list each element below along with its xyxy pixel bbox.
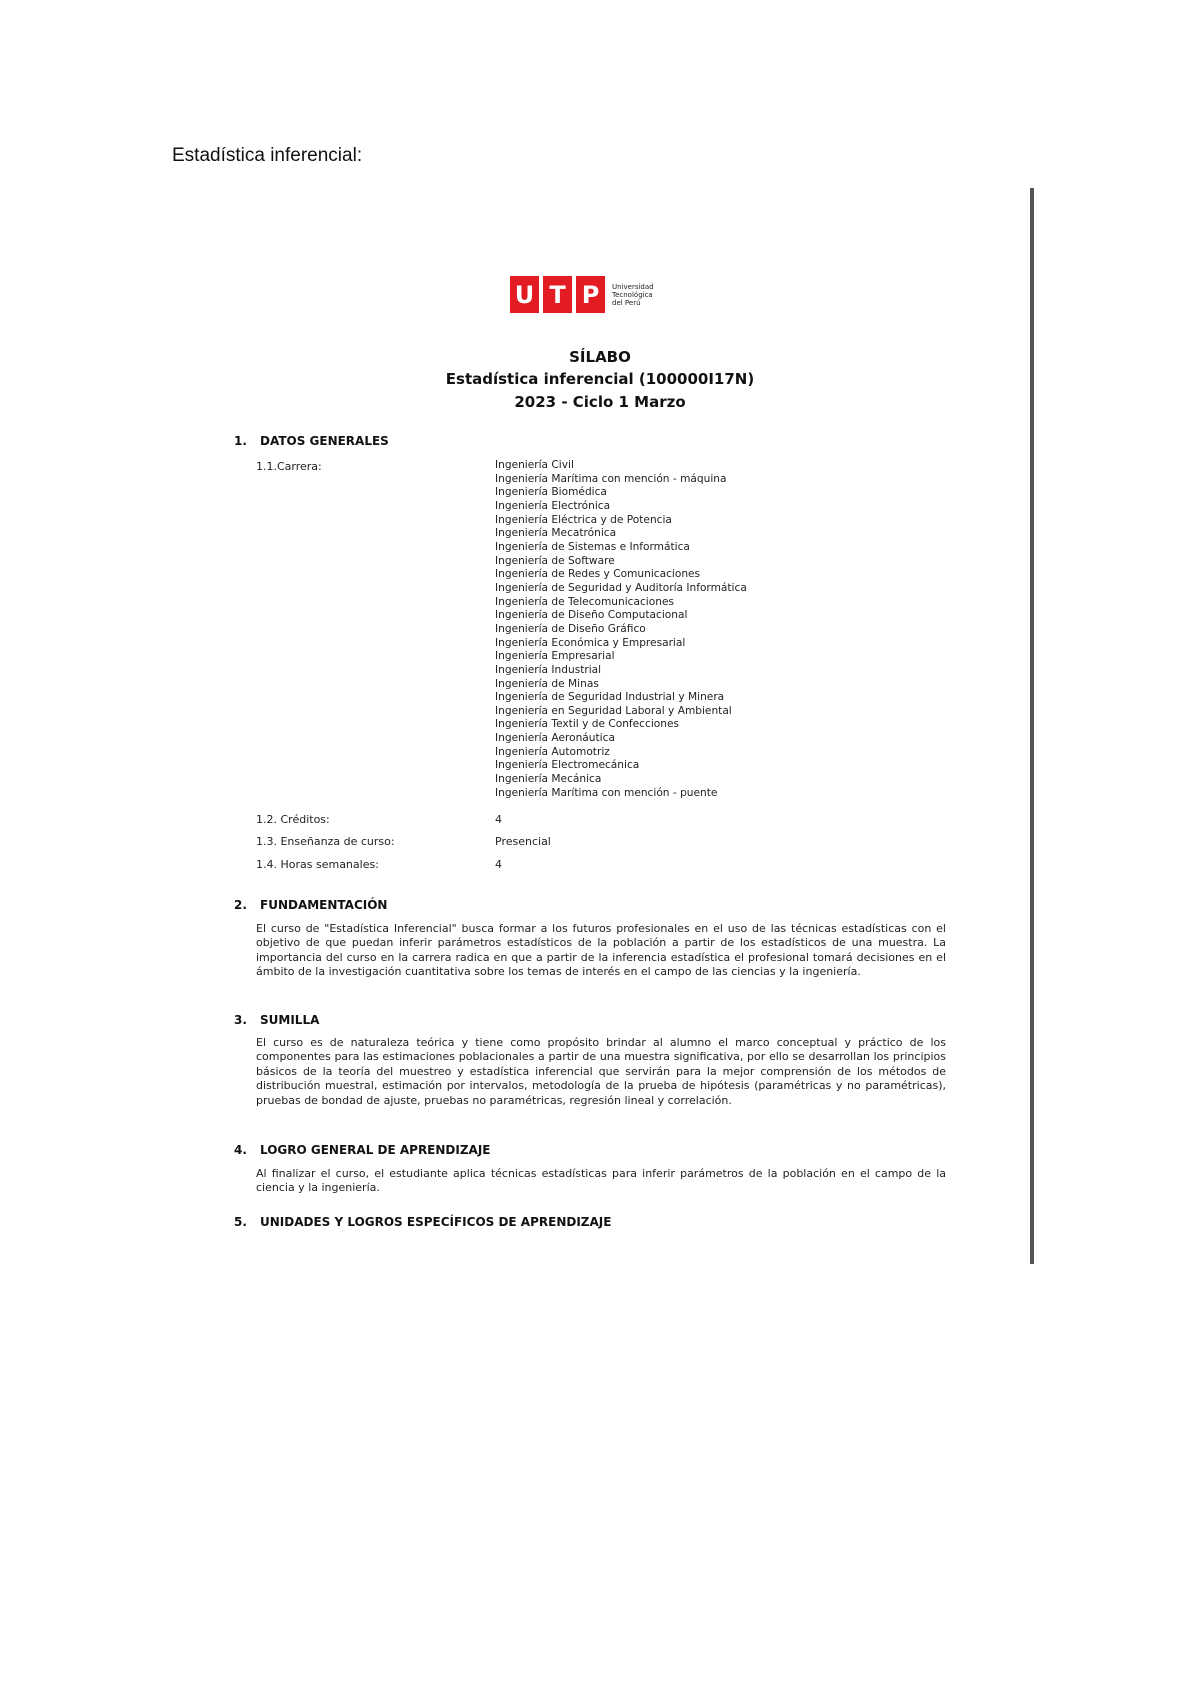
carrera-item: Ingeniería Textil y de Confecciones [495, 718, 680, 731]
carrera-item: Ingeniería Económica y Empresarial [495, 636, 686, 649]
carrera-item: Ingeniería en Seguridad Laboral y Ambiental [495, 704, 732, 717]
logo-text [612, 283, 654, 307]
logo-text-line: Universidad [612, 282, 654, 291]
carrera-item: Ingeniería Electrónica [495, 499, 611, 512]
carrera-item: Ingeniería Industrial [495, 663, 602, 676]
carrera-item: Ingeniería Civil [495, 459, 574, 471]
carrera-item: Ingeniería Electromecánica [495, 759, 640, 772]
carrera-label: 1.1.Carrera: [256, 460, 322, 473]
section-number: 2. [234, 898, 247, 912]
carrera-item: Ingeniería de Seguridad Industrial y Minera [495, 691, 725, 704]
section-number: 5. [234, 1215, 247, 1229]
logo-letter-t: T [543, 276, 572, 313]
page-heading: Estadística inferencial: [172, 145, 363, 166]
section-title: DATOS GENERALES [260, 434, 389, 448]
title-silabo: SÍLABO [569, 348, 631, 366]
carrera-item: Ingeniería de Sistemas e Informática [495, 540, 690, 553]
fundamentacion-text: El curso de "Estadística Inferencial" busca formar a los futuros profesionales en el uso de las técnicas estadísticas con el objetivo de que puedan inferir parámetros estadísticos de la población a partir de los estadísticos de una muestra. La importancia del curso en la carrera radica en que a partir de la inferencia estadística el profesional tomará decisiones en el ámbito de la investigación cuantitativa sobre los temas de interés en el campo de las ciencias y la ingeniería. [256, 922, 946, 979]
carrera-item: Ingeniería Marítima con mención - máquina [495, 472, 727, 485]
carrera-item: Ingeniería de Software [495, 554, 615, 567]
section-number: 3. [234, 1013, 247, 1027]
carrera-item: Ingeniería de Seguridad y Auditoría Informática [495, 581, 747, 594]
section-3-heading [234, 1013, 319, 1027]
syllabus-title [0, 346, 1200, 414]
section-title: LOGRO GENERAL DE APRENDIZAJE [260, 1143, 491, 1157]
carrera-item: Ingeniería de Minas [495, 677, 599, 690]
title-course: Estadística inferencial (100000I17N) [445, 370, 755, 388]
logo-text-line: Tecnológica [612, 290, 653, 299]
section-2-heading [234, 898, 387, 912]
title-cycle: 2023 - Ciclo 1 Marzo [514, 393, 686, 411]
creditos-label: 1.2. Créditos: [256, 813, 330, 826]
ensenanza-label: 1.3. Enseñanza de curso: [256, 835, 395, 848]
carrera-item: Ingeniería Marítima con mención - puente [495, 786, 718, 799]
section-5-heading [234, 1215, 611, 1229]
logo-text-line: del Perú [612, 298, 641, 307]
ensenanza-value: Presencial [495, 835, 551, 848]
carrera-item: Ingeniería Biomédica [495, 486, 607, 499]
horas-label: 1.4. Horas semanales: [256, 858, 379, 871]
carrera-item: Ingeniería Aeronáutica [495, 732, 615, 745]
section-number: 4. [234, 1143, 247, 1157]
section-1-heading [234, 434, 389, 448]
carrera-item: Ingeniería Eléctrica y de Potencia [495, 513, 672, 526]
utp-logo [510, 276, 654, 313]
carrera-item: Ingeniería Automotriz [495, 745, 610, 758]
carreras-list [495, 459, 747, 800]
logo-letter-p: P [576, 276, 605, 313]
section-title: UNIDADES Y LOGROS ESPECÍFICOS DE APRENDIZAJE [260, 1215, 612, 1229]
section-title: FUNDAMENTACIÓN [260, 898, 388, 912]
carrera-item: Ingeniería de Telecomunicaciones [495, 595, 674, 608]
carrera-item: Ingeniería Empresarial [495, 650, 615, 663]
carrera-item: Ingeniería de Diseño Gráfico [495, 622, 646, 635]
horas-value: 4 [495, 858, 502, 871]
carrera-item: Ingeniería Mecatrónica [495, 527, 617, 540]
section-title: SUMILLA [260, 1013, 320, 1027]
creditos-value: 4 [495, 813, 502, 826]
carrera-item: Ingeniería de Redes y Comunicaciones [495, 568, 701, 581]
logro-general-text: Al finalizar el curso, el estudiante aplica técnicas estadísticas para inferir parámetros de la población en el campo de la ciencia y la ingeniería. [256, 1167, 946, 1195]
sumilla-text: El curso es de naturaleza teórica y tiene como propósito brindar al alumno el marco conceptual y práctico de los componentes para las estimaciones poblacionales a partir de una muestra significativa, por ello se desarrollan los principios básicos de la teoría del muestreo y estadística inferencial que servirán para la mejor comprensión de los métodos de distribución muestral, estimación por intervalos, metodología de la prueba de hipótesis (paramétricas y no paramétricas), pruebas de bondad de ajuste, pruebas no paramétricas, regresión lineal y correlación. [256, 1036, 946, 1107]
carrera-item: Ingeniería Mecánica [495, 773, 602, 786]
section-4-heading [234, 1143, 491, 1157]
carrera-item: Ingeniería de Diseño Computacional [495, 609, 688, 622]
section-number: 1. [234, 434, 247, 448]
logo-letter-u: U [510, 276, 539, 313]
